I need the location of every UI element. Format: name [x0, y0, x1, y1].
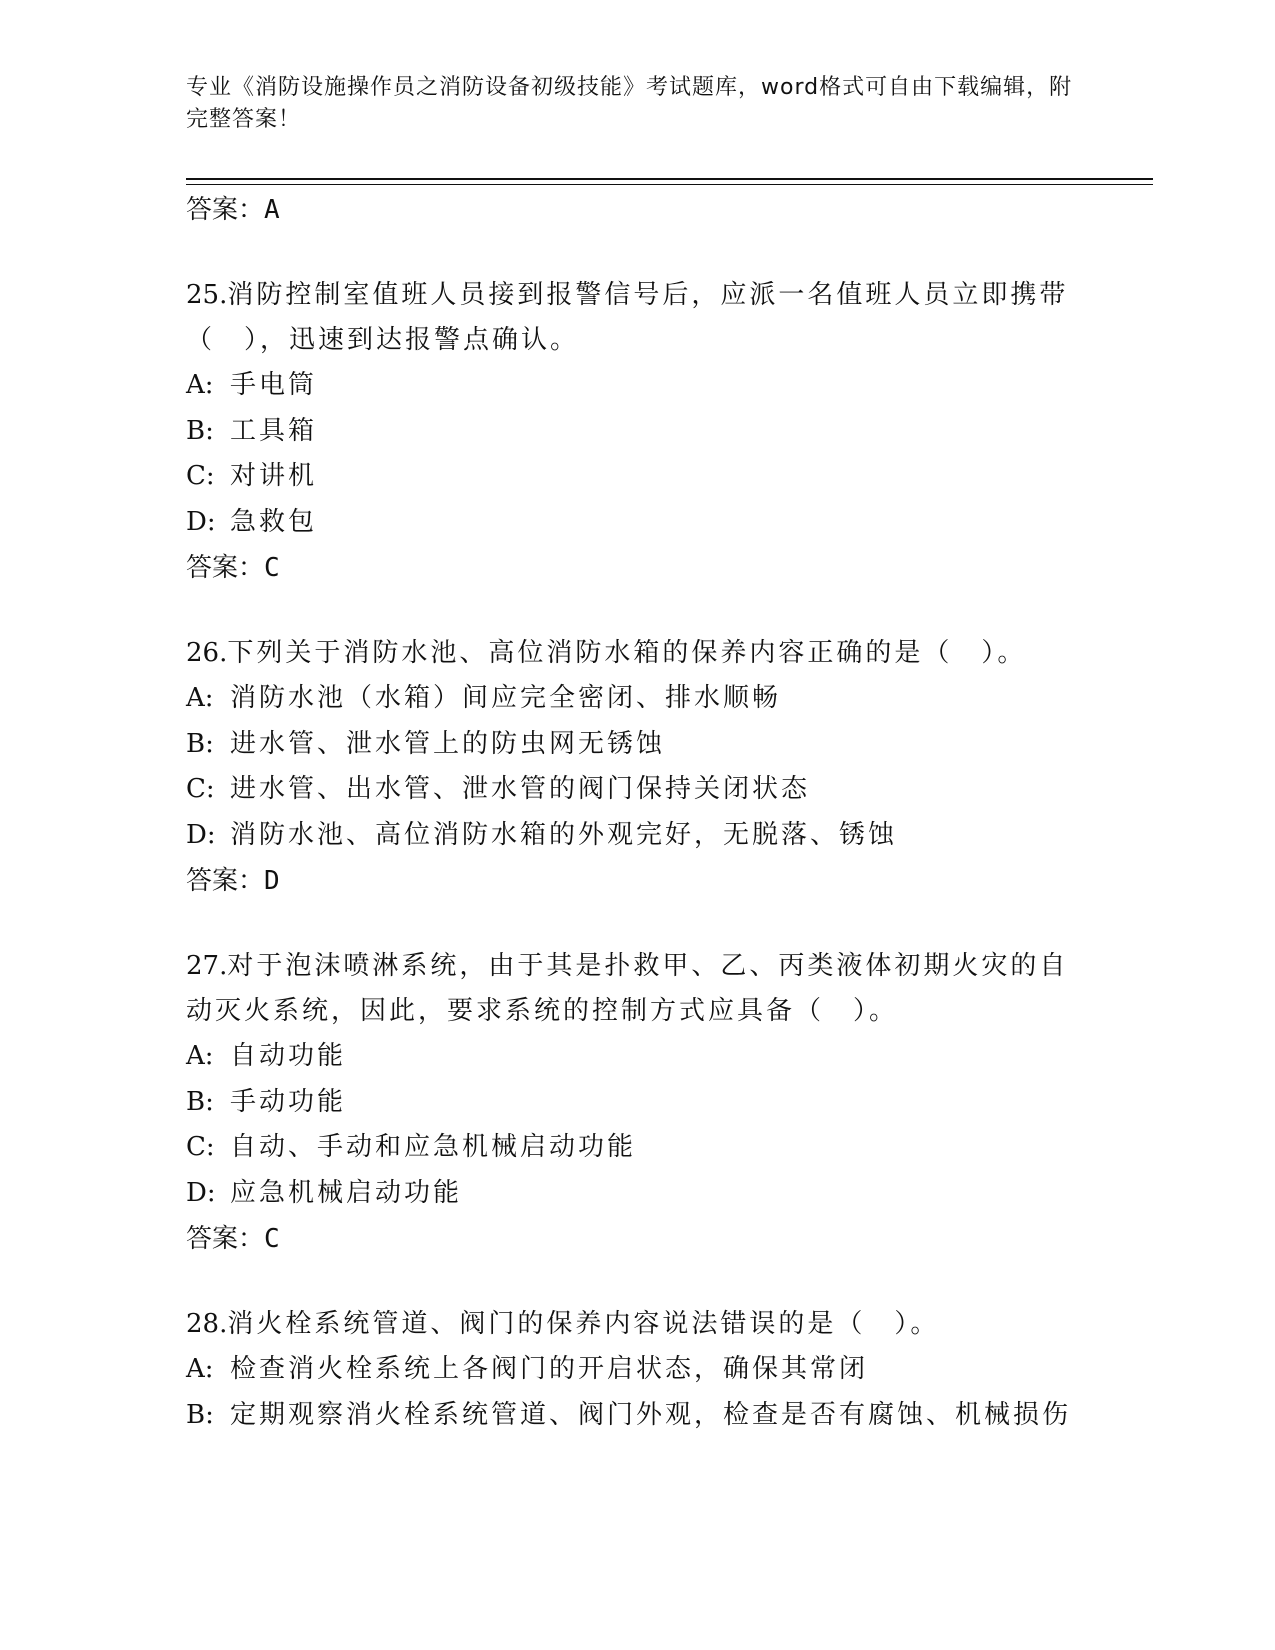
answer-line	[186, 1216, 1086, 1262]
question-number: 27.	[186, 951, 228, 981]
option-d	[186, 500, 1086, 546]
option-text: 手动功能	[230, 1086, 347, 1117]
question-27	[186, 944, 1086, 1262]
question-stem	[186, 631, 1086, 676]
option-d	[186, 813, 1086, 859]
option-d	[186, 1171, 1086, 1217]
answer-value: C	[264, 553, 280, 583]
question-text: 消防控制室值班人员接到报警信号后，应派一名值班人员立即携带（ ），迅速到达报警点确认。	[186, 280, 1069, 355]
option-text: 进水管、出水管、泄水管的阀门保持关闭状态	[230, 774, 811, 804]
option-key: D:	[186, 1177, 216, 1208]
option-key: D:	[186, 819, 216, 850]
question-25	[186, 273, 1086, 591]
question-stem	[186, 1302, 1086, 1347]
question-text: 对于泡沫喷淋系统，由于其是扑救甲、乙、丙类液体初期火灾的自动灭火系统，因此，要求系统的控制方式应具备（ ）。	[186, 951, 1069, 1026]
option-c	[186, 767, 1086, 813]
option-key: A:	[186, 683, 214, 713]
question-stem	[186, 273, 1086, 363]
question-number: 26.	[186, 638, 228, 668]
option-key: D:	[186, 506, 216, 537]
answer-line-prev	[186, 187, 1086, 233]
option-a	[186, 363, 1086, 409]
answer-label: 答案：	[186, 195, 265, 225]
option-c	[186, 454, 1086, 500]
answer-value: D	[264, 866, 280, 896]
option-a	[186, 1034, 1086, 1080]
option-text: 自动、手动和应急机械启动功能	[230, 1132, 637, 1162]
option-text: 消防水池、高位消防水箱的外观完好，无脱落、锈蚀	[230, 819, 898, 850]
header-divider-thin	[186, 184, 1153, 185]
option-text: 进水管、泄水管上的防虫网无锈蚀	[230, 728, 666, 759]
option-b	[186, 722, 1086, 768]
answer-value: C	[264, 1224, 280, 1254]
answer-line	[186, 858, 1086, 904]
option-key: C:	[186, 1132, 215, 1162]
option-text: 手电筒	[230, 370, 318, 400]
question-28	[186, 1302, 1086, 1438]
option-text: 工具箱	[230, 415, 318, 446]
answer-label: 答案：	[186, 1224, 265, 1254]
question-stem	[186, 944, 1086, 1034]
question-number: 28.	[186, 1309, 228, 1339]
option-b	[186, 1393, 1086, 1439]
option-key: B:	[186, 1086, 214, 1117]
answer-line	[186, 545, 1086, 591]
question-number: 25.	[186, 280, 228, 310]
answer-label: 答案：	[186, 866, 265, 896]
option-text: 应急机械启动功能	[230, 1177, 463, 1208]
option-c	[186, 1125, 1086, 1171]
option-b	[186, 409, 1086, 455]
option-b	[186, 1080, 1086, 1126]
option-text: 检查消火栓系统上各阀门的开启状态，确保其常闭	[230, 1354, 869, 1384]
option-a	[186, 676, 1086, 722]
option-key: A:	[186, 1041, 214, 1071]
document-header	[186, 72, 1086, 136]
option-text: 自动功能	[230, 1041, 347, 1071]
option-a	[186, 1347, 1086, 1393]
option-key: B:	[186, 415, 214, 446]
option-text: 消防水池（水箱）间应完全密闭、排水顺畅	[230, 683, 782, 713]
answer-value: A	[264, 195, 280, 225]
option-text: 急救包	[230, 506, 318, 537]
option-key: B:	[186, 1399, 214, 1430]
option-key: C:	[186, 774, 215, 804]
option-text: 对讲机	[230, 461, 318, 491]
header-divider-thick	[186, 178, 1153, 180]
header-text: 专业《消防设施操作员之消防设备初级技能》考试题库，word格式可自由下载编辑，附完整答案！	[186, 75, 1073, 132]
option-key: A:	[186, 370, 214, 400]
option-text: 定期观察消火栓系统管道、阀门外观，检查是否有腐蚀、机械损伤	[230, 1399, 1072, 1430]
option-key: C:	[186, 461, 215, 491]
question-text: 消火栓系统管道、阀门的保养内容说法错误的是（ ）。	[227, 1309, 940, 1339]
question-text: 下列关于消防水池、高位消防水箱的保养内容正确的是（ ）。	[227, 638, 1027, 668]
answer-label: 答案：	[186, 553, 265, 583]
question-26	[186, 631, 1086, 904]
option-key: B:	[186, 728, 214, 759]
option-key: A:	[186, 1354, 214, 1384]
question-list	[186, 187, 1086, 1438]
